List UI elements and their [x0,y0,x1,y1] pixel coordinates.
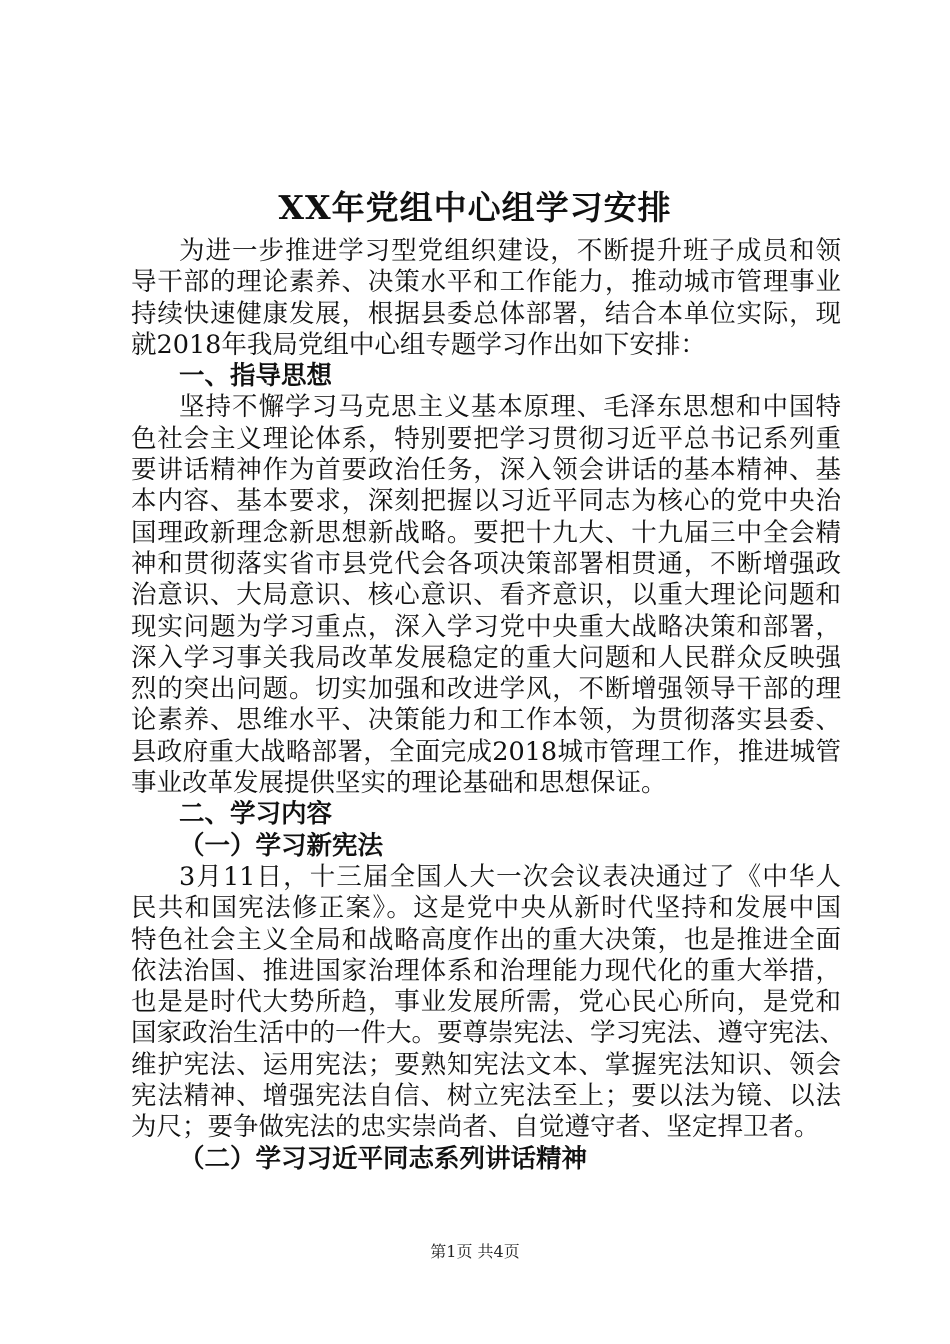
paragraph-line: 持续快速健康发展，根据县委总体部署，结合本单位实际，现 [131,298,841,329]
paragraph-line: 色社会主义理论体系，特别要把学习贯彻习近平总书记系列重 [131,423,841,454]
paragraph-line: 为进一步推进学习型党组织建设，不断提升班子成员和领 [179,236,841,266]
paragraph-line: 也是是时代大势所趋，事业发展所需，党心民心所向，是党和 [131,987,841,1018]
section-heading: 一、指导思想 [179,361,333,392]
document-body [131,236,846,1175]
document-title: XX年党组中心组学习安排 [278,188,672,227]
paragraph-line: 县政府重大战略部署，全面完成2018城市管理工作，推进城管 [131,736,841,767]
paragraph-line: 维护宪法、运用宪法；要熟知宪法文本、掌握宪法知识、领会 [131,1049,841,1080]
subsection-heading: （一）学习新宪法 [179,830,384,861]
paragraph-line: 要讲话精神作为首要政治任务，深入领会讲话的基本精神、基 [131,455,841,486]
page-footer: 第1页 共4页 [430,1242,520,1261]
paragraph-line: 就2018年我局党组中心组专题学习作出如下安排： [131,329,706,360]
paragraph-line: 国理政新理念新思想新战略。要把十九大、十九届三中全会精 [131,517,841,548]
paragraph-line: 特色社会主义全局和战略高度作出的重大决策，也是推进全面 [131,924,841,955]
subsection-heading: （二）学习习近平同志系列讲话精神 [179,1143,588,1174]
paragraph-line: 3月11日，十三届全国人大一次会议表决通过了《中华人 [179,861,841,892]
paragraph-line: 本内容、基本要求，深刻把握以习近平同志为核心的党中央治 [131,486,841,517]
paragraph-line: 神和贯彻落实省市县党代会各项决策部署相贯通，不断增强政 [131,548,841,579]
paragraph-line: 烈的突出问题。切实加强和改进学风，不断增强领导干部的理 [131,674,841,705]
paragraph-line: 导干部的理论素养、决策水平和工作能力，推动城市管理事业 [131,267,841,298]
paragraph-line: 宪法精神、增强宪法自信、树立宪法至上；要以法为镜、以法 [131,1081,841,1112]
paragraph-line: 深入学习事关我局改革发展稳定的重大问题和人民群众反映强 [131,642,841,673]
paragraph-line: 国家政治生活中的一件大。要尊崇宪法、学习宪法、遵守宪法、 [131,1018,846,1049]
paragraph-line: 事业改革发展提供坚实的理论基础和思想保证。 [131,768,667,799]
paragraph-line: 治意识、大局意识、核心意识、看齐意识，以重大理论问题和 [131,580,841,611]
section-heading: 二、学习内容 [179,799,333,830]
paragraph-line: 坚持不懈学习马克思主义基本原理、毛泽东思想和中国特 [179,392,841,423]
paragraph-line: 论素养、思维水平、决策能力和工作本领，为贯彻落实县委、 [131,705,841,736]
paragraph-line: 依法治国、推进国家治理体系和治理能力现代化的重大举措， [131,955,841,986]
paragraph-line: 现实问题为学习重点，深入学习党中央重大战略决策和部署， [131,611,841,642]
paragraph-line: 民共和国宪法修正案》。这是党中央从新时代坚持和发展中国 [131,893,841,924]
paragraph-line: 为尺；要争做宪法的忠实崇尚者、自觉遵守者、坚定捍卫者。 [131,1112,820,1143]
